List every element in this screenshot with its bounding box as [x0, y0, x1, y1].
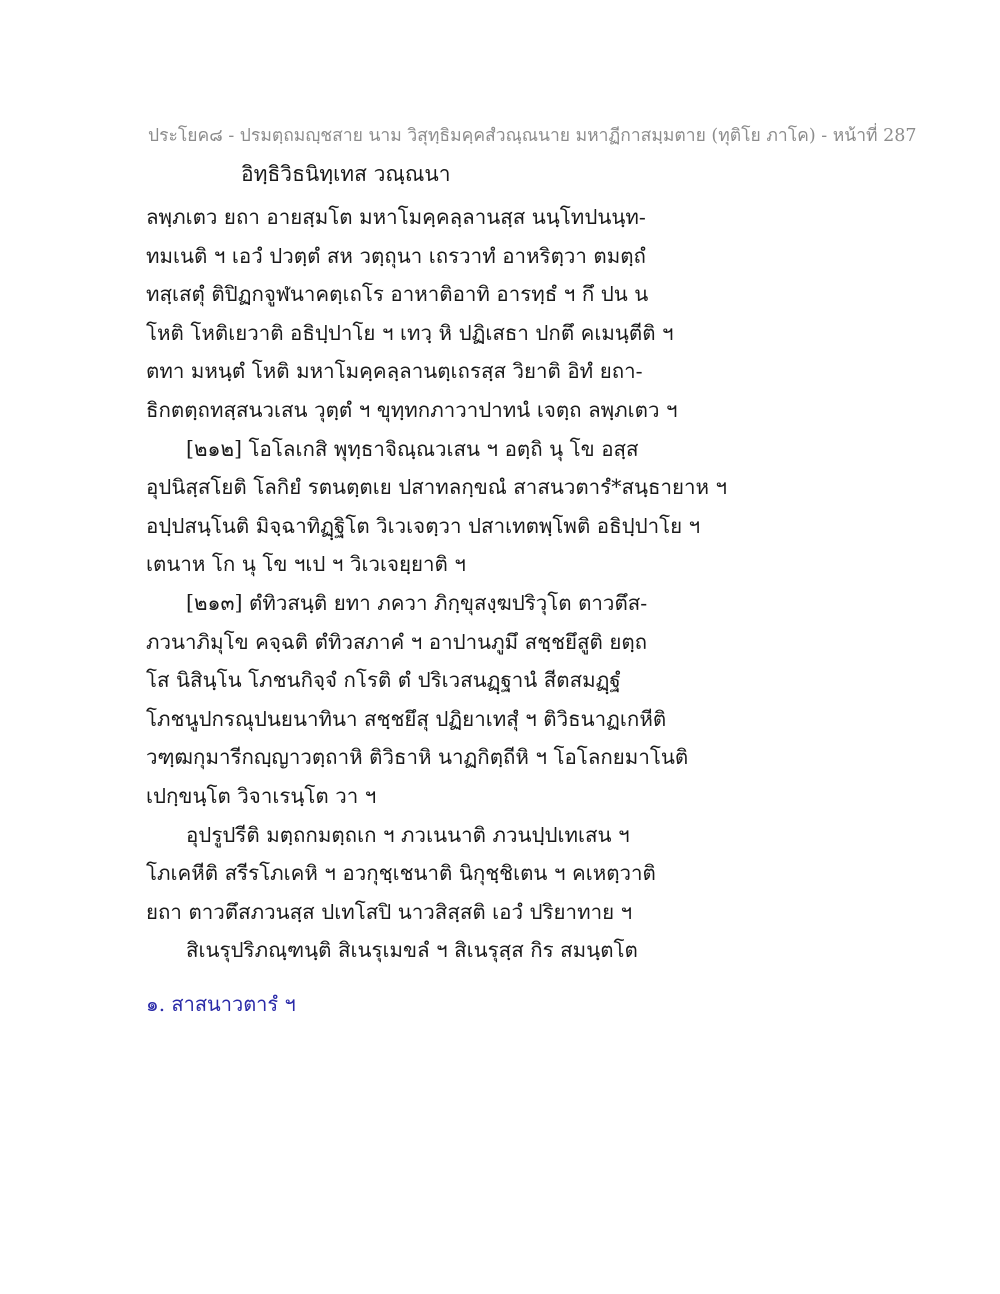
text-line: ยถา ตาวตึสภวนสฺส ปเทโสปิ นาวสิสฺสติ เอวํ ปริยาทาย ฯ	[146, 899, 633, 924]
text-line: ภวนาภิมุโข คจฺฉติ ตํทิวสภาคํ ฯ อาปานภูมึ สชฺชยึสูติ ยตฺถ	[146, 629, 648, 654]
footnote: ๑. สาสนาวตารํ ฯ	[146, 992, 296, 1016]
text-line: ทสฺเสตุํ ติปิฏกจูฬนาคตฺเถโร อาหาติอาทิ อารทฺธํ ฯ กึ ปน น	[146, 282, 649, 307]
text-line: วฑฺฒกุมารีกญฺญาวตฺถาหิ ติวิธาหิ นาฏกิตฺถีหิ ฯ โอโลกยมาโนติ	[146, 745, 689, 770]
text-line: เปกฺขนฺโต วิจาเรนฺโต วา ฯ	[146, 783, 377, 808]
text-line: ทมเนติ ฯ เอวํ ปวตฺตํ สห วตฺถุนา เถรวาทํ อาหริตฺวา ตมตฺถํ	[146, 243, 646, 268]
running-head: ประโยค๘ - ปรมตฺถมญฺชสาย นาม วิสุทฺธิมคฺคสํวณฺณนาย มหาฏีกาสมฺมตาย (ทุติโย ภาโค) - หน้าที่ 287	[148, 126, 917, 146]
body-text	[146, 198, 728, 970]
text-line: ธิกตตฺถทสฺสนวเสน วุตฺตํ ฯ ขุทฺทกภาวาปาทนํ เจตฺถ ลพฺภเตว ฯ	[146, 397, 678, 422]
text-line: เตนาห โก นุ โข ฯเป ฯ วิเวเจยฺยาติ ฯ	[146, 552, 466, 577]
paragraph-start-line: สิเนรุปริภณฺฑนฺติ สิเนรุเมขลํ ฯ สิเนรุสฺส กิร สมนฺตโต	[186, 938, 638, 963]
text-line: โส นิสินฺโน โภชนกิจฺจํ กโรติ ตํ ปริเวสนฏฺฐานํ สีตสมฏฺฐํ	[146, 668, 621, 693]
paragraph-start-line: [๒๑๒] โอโลเกสิ พุทฺธาจิณฺณวเสน ฯ อตฺถิ นุ โข อสฺส	[186, 436, 639, 461]
text-line: โหติ โหติเยวาติ อธิปฺปาโย ฯ เทวฺ หิ ปฏิเสธา ปกตึ คเมนฺตีติ ฯ	[146, 320, 674, 345]
text-line: โภเคหีติ สรีรโภเคหิ ฯ อวกุชฺเชนาติ นิกุชฺชิเตน ฯ คเหตฺวาติ	[146, 861, 656, 886]
text-line: โภชนูปกรณุปนยนาทินา สชฺชยึสุ ปฏิยาเทสุํ ฯ ติวิธนาฏเกหีติ	[146, 706, 667, 731]
paragraph-start-line: อุปรูปรีติ มตฺถกมตฺถเก ฯ ภวเนนาติ ภวนปฺปเทเสน ฯ	[186, 822, 630, 847]
text-line: ลพฺภเตว ยถา อายสฺมโต มหาโมคฺคลฺลานสฺส นนฺโทปนนฺท-	[146, 205, 646, 229]
text-line: อปฺปสนฺโนติ มิจฺฉาทิฏฺฐิโต วิเวเจตฺวา ปสาเทตพฺโพติ อธิปฺปาโย ฯ	[146, 513, 701, 538]
text-line: ตทา มหนฺตํ โหติ มหาโมคฺคลฺลานตฺเถรสฺส วิยาติ อิทํ ยถา-	[146, 359, 643, 384]
paragraph-start-line: [๒๑๓] ตํทิวสนฺติ ยทา ภควา ภิกฺขุสงฺฆปริวุโต ตาวตึส-	[186, 590, 648, 615]
text-line: อุปนิสฺสโยติ โลกิยํ รตนตฺตเย ปสาทลกฺขณํ สาสนวตารํ*สนฺธายาห ฯ	[146, 475, 728, 500]
section-title: อิทฺธิวิธนิทฺเทส วณฺณนา	[241, 162, 451, 186]
